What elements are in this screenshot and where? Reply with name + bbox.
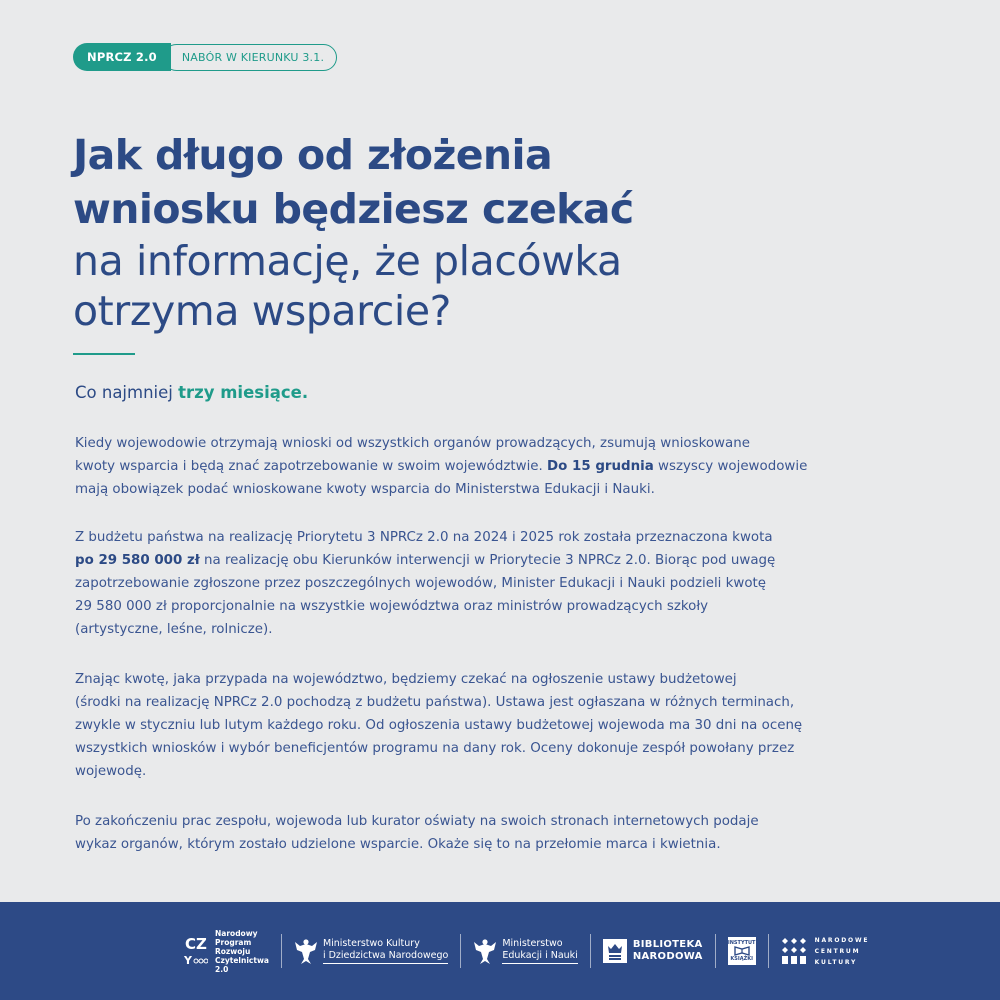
p2-amount: po 29 580 000 zł: [75, 553, 200, 568]
tag-group: [73, 43, 337, 71]
paragraph-1: [75, 432, 955, 501]
logo-nck: [781, 935, 870, 968]
p2-line-4: 29 580 000 zł proporcjonalnie na wszystkie województwa oraz ministrów prowadzących szkoły: [75, 599, 709, 614]
page-title: [73, 128, 634, 336]
p3-line-1: Znając kwotę, jaka przypada na województwo, będziemy czekać na ogłoszenie ustawy budżetowej: [75, 672, 737, 687]
p1-line-3: mają obowiązek podać wnioskowane kwoty wsparcia do Ministerstwa Edukacji i Nauki.: [75, 482, 655, 497]
crown-building-icon: [603, 939, 627, 963]
mein-text: Ministerstwo Edukacji i Nauki: [502, 938, 577, 964]
p2-line-5: (artystyczne, leśne, rolnicze).: [75, 622, 273, 637]
p1-line-2-post: wszyscy wojewodowie: [653, 459, 808, 474]
mkidn-text: Ministerstwo Kultury i Dziedzictwa Narodowego: [323, 938, 448, 964]
paragraph-2: [75, 526, 955, 641]
p1-line-2-pre: kwoty wsparcia i będą znać zapotrzebowanie w swoim województwie.: [75, 459, 548, 474]
p4-line-1: Po zakończeniu prac zespołu, wojewoda lub kurator oświaty na swoich stronach internetowych podaje: [75, 814, 759, 829]
lead-text: Co najmniej: [75, 383, 179, 402]
p3-line-5: wojewodę.: [75, 764, 147, 779]
logo-biblioteka-narodowa: [603, 939, 703, 963]
book-icon: [734, 946, 750, 956]
paragraph-4: [75, 810, 955, 856]
logo-mein: [473, 937, 577, 965]
title-bold-line-1: Jak długo od złożenia: [73, 131, 553, 179]
partner-logos: [184, 928, 869, 974]
p2-line-3: zapotrzebowanie zgłoszone przez poszczególnych wojewodów, Minister Edukacji i Nauki podzieli kwotę: [75, 576, 767, 591]
p2-line-2-post: na realizację obu Kierunków interwencji w Priorytecie 3 NPRCz 2.0. Biorąc pod uwagę: [199, 553, 776, 568]
eagle-icon: [473, 937, 497, 965]
logo-instytut-ksiazki: [728, 937, 756, 965]
title-light-line-1: na informację, że placówka: [73, 237, 622, 285]
lead-emphasis: trzy miesiące.: [178, 383, 309, 402]
p3-line-3: zwykle w styczniu lub lutym każdego roku. Od ogłoszenia ustawy budżetowej wojewoda ma 30 dni na ocenę: [75, 718, 803, 733]
nck-text: NARODOWE CENTRUM KULTURY: [814, 936, 870, 966]
svg-text:Y: Y: [184, 954, 192, 966]
p2-line-1: Z budżetu państwa na realizację Priorytetu 3 NPRCz 2.0 na 2024 i 2025 rok została przeznaczona kwota: [75, 530, 773, 545]
nck-pattern-icon: [781, 937, 807, 965]
p1-line-1: Kiedy wojewodowie otrzymają wnioski od wszystkich organów prowadzących, zsumują wnioskowane: [75, 436, 750, 451]
p1-deadline: Do 15 grudnia: [547, 459, 654, 474]
logo-nprcz: [184, 929, 269, 974]
logo-separator: [281, 934, 282, 968]
title-light-line-2: otrzyma wsparcie?: [73, 287, 452, 335]
logo-mkidn: [294, 937, 448, 965]
p3-line-4: wszystkich wniosków i wybór beneficjentów programu na dany rok. Oceny dokonuje zespół powołany przez: [75, 741, 795, 756]
instytut-ksiazki-badge-icon: INSTYTUT KSIĄŻKI: [728, 937, 756, 965]
nprcz-mark-icon: CZ Y: [184, 935, 207, 966]
p3-line-2: (środki na realizację NPRCz 2.0 pochodzą z budżetu państwa). Ustawa jest ogłaszana w różnych terminach,: [75, 695, 795, 710]
logo-separator: [715, 934, 716, 968]
p4-line-2: wykaz organów, którym zostało udzielone wsparcie. Okaże się to na przełomie marca i kwietnia.: [75, 837, 721, 852]
logo-separator: [768, 934, 769, 968]
eagle-icon: [294, 937, 318, 965]
title-bold-line-2: wniosku będziesz czekać: [73, 185, 634, 233]
nprcz-text: Narodowy Program Rozwoju Czytelnictwa 2.0: [215, 928, 269, 974]
lead-answer: [75, 383, 308, 402]
tag-nprcz: NPRCZ 2.0: [73, 43, 171, 71]
title-divider: [73, 353, 135, 355]
nprcz-dots-icon: [184, 952, 208, 966]
tag-nabor: NABÓR W KIERUNKU 3.1.: [163, 44, 337, 71]
paragraph-3: [75, 668, 955, 783]
logo-separator: [460, 934, 461, 968]
bn-text: BIBLIOTEKA NARODOWA: [632, 939, 703, 962]
logo-separator: [590, 934, 591, 968]
